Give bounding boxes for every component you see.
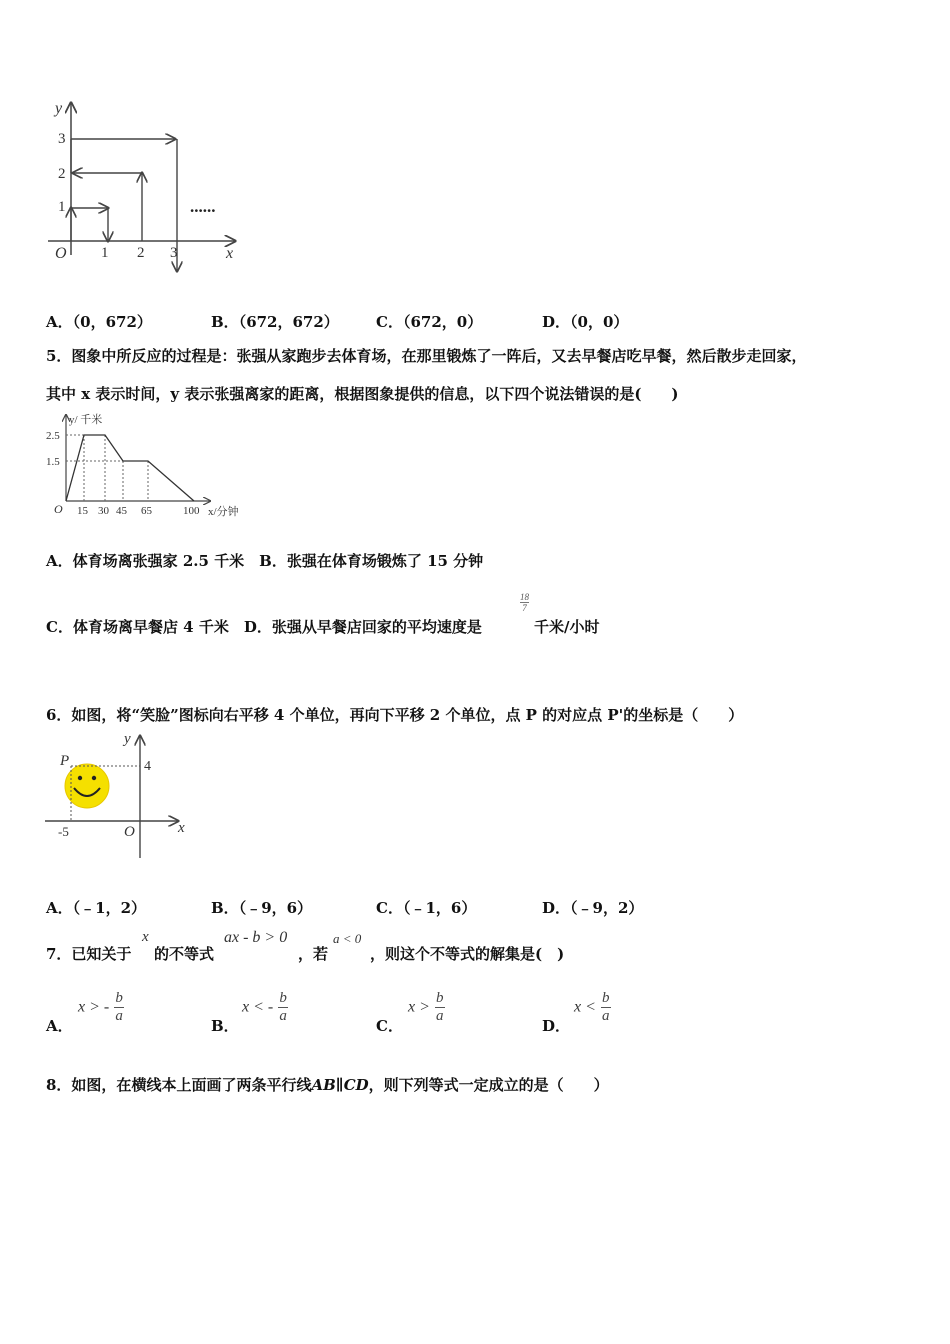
q7-var-x: x [142,929,149,945]
q5-stem-line2: 其中 x 表示时间，y 表示张强离家的距离，根据图象提供的信息，以下四个说法错误的是( ) [46,385,679,403]
q4-x-tick-1: 1 [101,245,109,261]
q5-figure [40,410,255,525]
q6-option-a[interactable]: A．（﹣1，2） [46,899,147,917]
q6-y-tick-4: 4 [144,759,151,774]
q4-y-tick-3: 3 [58,131,66,147]
q5-x-tick-65: 65 [141,505,152,517]
q4-option-d[interactable]: D．（0，0） [542,313,629,331]
q5-origin-label: O [54,502,63,516]
q7-stem-part1: 7．已知关于 [46,945,132,963]
q5-x-label: x/分钟 [208,506,239,518]
q4-x-label: x [226,245,234,262]
q5-speed-num: 18 [520,592,529,602]
q4-figure [40,95,250,275]
q5-x-tick-100: 100 [183,505,200,517]
q7-option-c-math: x > $\frac{b}{a}$ [408,990,444,1024]
q7-option-a[interactable]: A． [46,1017,73,1035]
q4-y-label: y [55,100,63,117]
q8-stem-math: AB∥CD [311,1076,369,1094]
q4-x-tick-3: 3 [170,245,178,261]
q7-option-a-math: x > - $\frac{b}{a}$ [78,990,123,1024]
q7-option-d[interactable]: D． [542,1017,571,1035]
q6-x-tick-minus5: -5 [58,824,69,839]
q7-stem-part2: 的不等式 [154,945,215,963]
q6-option-d[interactable]: D．（﹣9，2） [542,899,644,917]
q5-speed-fraction [520,592,529,613]
q6-origin-label: O [124,824,135,840]
q4-option-c[interactable]: C．（672，0） [376,313,483,331]
q6-x-label: x [178,820,185,836]
q5-speed-unit: 千米/小时 [534,618,600,636]
smiley-face-icon [65,764,109,808]
q4-x-tick-2: 2 [137,245,145,261]
q7-stem-part4: ，则这个不等式的解集是( ) [370,945,565,963]
q6-figure [40,728,200,863]
q6-option-c[interactable]: C．（﹣1，6） [376,899,477,917]
q5-x-tick-30: 30 [98,505,109,517]
q8-stem: 8．如图，在横线本上面画了两条平行线AB∥CD，则下列等式一定成立的是（ ） [46,1076,609,1094]
q7-option-d-math: x < $\frac{b}{a}$ [574,990,610,1024]
q7-inequality: ax - b > 0 [224,929,288,946]
q5-x-tick-15: 15 [77,505,88,517]
q4-option-b[interactable]: B．（672，672） [211,313,339,331]
q4-y-tick-2: 2 [58,166,66,182]
q6-option-b[interactable]: B．（﹣9，6） [211,899,313,917]
q7-condition: a < 0 [333,931,362,946]
q4-y-tick-1: 1 [58,199,66,215]
q7-option-c[interactable]: C． [376,1017,403,1035]
q5-options-row2[interactable]: C．体育场离早餐店 4 千米 D．张强从早餐店回家的平均速度是 [46,618,482,636]
q4-option-a[interactable]: A．（0，672） [46,313,152,331]
q6-point-p-label: P [60,753,70,769]
q7-option-b-math: x < - $\frac{b}{a}$ [242,990,287,1024]
q4-ellipsis: ...... [190,197,216,216]
q5-y-label: y/ 千米 [69,414,103,426]
q5-y-tick-2-5: 2.5 [46,430,60,442]
q5-speed-den: 7 [522,603,527,613]
q5-distance-line [66,435,194,501]
q6-stem: 6．如图，将“笑脸”图标向右平移 4 个单位，再向下平移 2 个单位，点 P 的对应点 P'的坐标是（ ） [46,706,744,724]
q5-x-tick-45: 45 [116,505,127,517]
q4-origin-label: O [55,245,67,262]
q6-y-label: y [124,731,131,747]
q7-option-b[interactable]: B． [211,1017,239,1035]
q5-y-tick-1-5: 1.5 [46,456,60,468]
q7-stem-part3: ，若 [298,945,329,963]
q5-options-row1[interactable]: A．体育场离张强家 2.5 千米 B．张强在体育场锻炼了 15 分钟 [46,552,484,570]
q5-stem-line1: 5．图象中所反应的过程是：张强从家跑步去体育场，在那里锻炼了一阵后，又去早餐店吃早餐，然后散步走回家， [46,347,807,365]
